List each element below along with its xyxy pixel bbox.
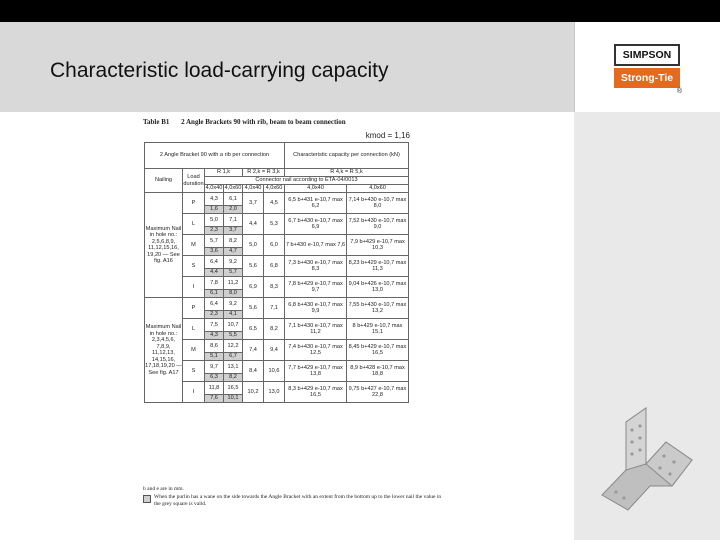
kmod-value: kmod = 1,16 [365,131,410,140]
r2-value: 3,7 [243,193,264,214]
grey-value: 2,3 [205,311,224,319]
grey-value: 6,3 [205,374,224,382]
slide-title: Characteristic load-carrying capacity [50,59,389,82]
table-number: Table B1 [143,118,170,126]
r1-value: 5,7 [205,235,224,248]
load-duration-cell: I [183,382,205,403]
r2-head: R 2,k = R 3,k [243,169,285,177]
load-duration-cell: P [183,298,205,319]
grey-value: 8,0 [224,290,243,298]
r2-value: 4,4 [243,214,264,235]
load-duration-cell: L [183,319,205,340]
grey-value: 10,1 [224,395,243,403]
load-duration-cell: P [183,193,205,214]
r4-formula: 7,3 b+430 e-10,7 max 8,3 [285,256,347,277]
table-title: 2 Angle Brackets 90 with rib, beam to beam connection [181,118,346,126]
r2-value: 10,6 [264,361,285,382]
r1-value: 6,4 [205,256,224,269]
load-duration-cell: S [183,361,205,382]
logo-strongtie: Strong-Tie [614,68,680,88]
r4-formula: 6,5 b+431 e-10,7 max 6,2 [285,193,347,214]
table-header [143,118,356,126]
top-black-bar [0,0,720,22]
table-row [145,340,409,353]
nail-size: 4,0x40 [285,185,347,193]
r4-formula: 6,8 b+430 e-10,7 max 9,9 [285,298,347,319]
r4-formula: 7,9 b+429 e-10,7 max 10,3 [347,235,409,256]
grey-value: 4,1 [224,311,243,319]
r4-formula: 9,75 b+427 e-10,7 max 22,8 [347,382,409,403]
grey-value: 7,6 [205,395,224,403]
r2-value: 8,2 [264,319,285,340]
load-duration-cell: S [183,256,205,277]
r1-value: 11,2 [224,277,243,290]
r2-value: 5,0 [243,235,264,256]
grey-value: 3,6 [205,248,224,256]
grey-value: 8,2 [224,374,243,382]
table-row [145,361,409,374]
r1-value: 6,4 [205,298,224,311]
r1-value: 16,5 [224,382,243,395]
grey-value: 2,3 [205,227,224,235]
r1-value: 13,1 [224,361,243,374]
r1-value: 7,5 [205,319,224,332]
r1-value: 7,8 [205,277,224,290]
grey-value: 5,7 [224,269,243,277]
grey-value: 6,7 [224,353,243,361]
r4-head: R 4,k = R 5,k [285,169,409,177]
grey-value: 2,0 [224,206,243,214]
grey-value: 5,5 [224,332,243,340]
r4-formula: 7,14 b+430 e-10,7 max 8,0 [347,193,409,214]
grey-value: 4,3 [205,332,224,340]
nail-size: 4,0x40 [243,185,264,193]
table-row [145,382,409,395]
connector-note: Connector nail according to ETA-04/0013 [205,177,409,185]
r1-value: 6,1 [224,193,243,206]
r4-formula: 8 b+429 e-10,7 max 15,1 [347,319,409,340]
r4-formula: 7,52 b+430 e-10,7 max 9,0 [347,214,409,235]
load-duration-cell: M [183,235,205,256]
table-row [145,298,409,311]
footnote-units: b and e are in mm. [143,486,184,492]
r1-value: 4,3 [205,193,224,206]
r1-value: 9,2 [224,298,243,311]
logo-simpson: SIMPSON [614,44,680,66]
grey-value: 1,6 [205,206,224,214]
r2-value: 4,5 [264,193,285,214]
r2-value: 8,4 [243,361,264,382]
nail-size: 4,0x40 [205,185,223,192]
nail-size: 4,0x60 [264,185,285,193]
r2-value: 9,4 [264,340,285,361]
r4-formula: 8,23 b+429 e-10,7 max 11,3 [347,256,409,277]
r4-formula: 7,55 b+430 e-10,7 max 13,2 [347,298,409,319]
r2-value: 5,6 [243,256,264,277]
r2-value: 6,0 [264,235,285,256]
r2-value: 13,0 [264,382,285,403]
angle-bracket-image [588,400,706,520]
r4-formula: 8,3 b+429 e-10,7 max 16,5 [285,382,347,403]
table-row [145,256,409,269]
table-row [145,235,409,248]
table-row [145,277,409,290]
nailing-group-label: Maximum Nail in hole no.: 2,3,4,5,6, 7,8,9, 11,12,13, 14,15,16, 17,18,19,20 — See fig. A17 [145,298,183,403]
nail-size: 4,0x60 [224,185,242,192]
footnote-grey: When the purlin has a wane on the side towards the Angle Bracket with an extent from the bottom up to the lower nail the value in the grey square is valid. [154,494,442,507]
logo-registered-mark: ® [676,88,682,95]
r4-formula: 9,04 b+426 e-10,7 max 13,0 [347,277,409,298]
r2-value: 8,3 [264,277,285,298]
r2-value: 5,6 [243,298,264,319]
r2-value: 7,4 [243,340,264,361]
r4-formula: 7,4 b+430 e-10,7 max 12,5 [285,340,347,361]
load-duration-cell: M [183,340,205,361]
r1-value: 9,7 [205,361,224,374]
simpson-strongtie-logo [614,44,682,95]
r1-value: 12,2 [224,340,243,353]
load-duration-cell: I [183,277,205,298]
r4-formula: 6,7 b+430 e-10,7 max 6,9 [285,214,347,235]
r1-value: 11,8 [205,382,224,395]
r1-value: 9,2 [224,256,243,269]
r1-value: 5,0 [205,214,224,227]
grey-value: 4,4 [205,269,224,277]
load-table [144,142,409,403]
grey-value: 5,1 [205,353,224,361]
nailing-group-label: Maximum Nail in hole no.: 2,5,6,8,9, 11,12,15,16, 19,20 — See fig. A16 [145,193,183,298]
r2-value: 6,5 [243,319,264,340]
head-left: 2 Angle Bracket 90 with a rib per connection [145,143,285,169]
grey-value: 4,7 [224,248,243,256]
r1-value: 10,7 [224,319,243,332]
r2-value: 6,9 [243,277,264,298]
r1-value: 7,1 [224,214,243,227]
grey-square-legend [143,495,151,503]
table-row [145,193,409,206]
r2-value: 6,8 [264,256,285,277]
r2-value: 5,3 [264,214,285,235]
r1-head: R 1,k [205,169,243,177]
r4-formula: 8,45 b+429 e-10,7 max 16,5 [347,340,409,361]
load-duration-header: Load duration [183,169,205,193]
r4-formula: 7,1 b+430 e-10,7 max 11,2 [285,319,347,340]
load-duration-cell: L [183,214,205,235]
grey-value: 3,7 [224,227,243,235]
head-right: Characteristic capacity per connection (kN) [285,143,409,169]
r4-formula: 7 b+430 e-10,7 max 7,6 [285,235,347,256]
table-row [145,214,409,227]
r4-formula: 7,7 b+429 e-10,7 max 13,8 [285,361,347,382]
nail-size: 4,0x60 [347,185,409,193]
table-document [140,114,440,524]
r4-formula: 7,8 b+429 e-10,7 max 9,7 [285,277,347,298]
r1-value: 8,6 [205,340,224,353]
nailing-header: Nailing [145,169,183,193]
r2-value: 10,2 [243,382,264,403]
r2-value: 7,1 [264,298,285,319]
table-row [145,319,409,332]
r4-formula: 8,9 b+428 e-10,7 max 18,8 [347,361,409,382]
r1-value: 8,2 [224,235,243,248]
grey-value: 6,1 [205,290,224,298]
title-band [0,22,574,112]
